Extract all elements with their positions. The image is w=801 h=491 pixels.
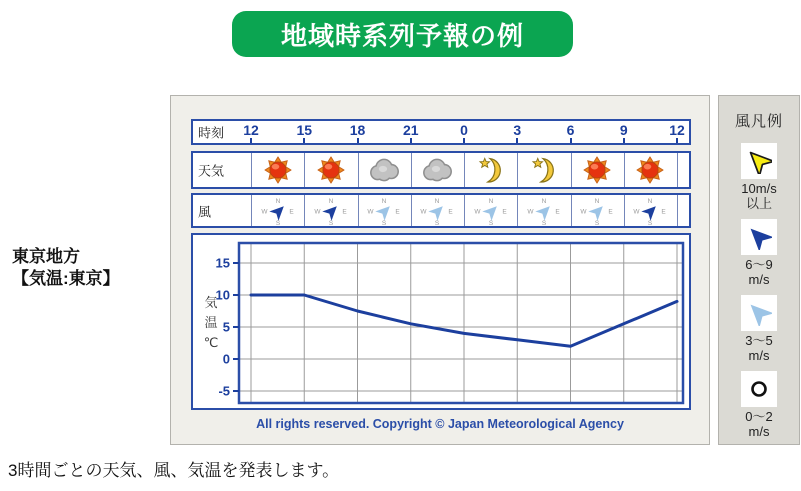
svg-text:W: W [527, 208, 534, 215]
wind-legend-item [741, 219, 777, 288]
svg-text:5: 5 [222, 319, 230, 335]
wind-legend-label: 6〜9 m/s [745, 256, 773, 287]
weather-cell-sunny [584, 157, 611, 184]
sunny-icon [637, 157, 664, 184]
weather-cell-sunny [264, 157, 291, 184]
wind-cell [314, 196, 348, 226]
weather-cell-cloudy [422, 158, 453, 182]
wind-cell [261, 196, 295, 226]
weather-cell-sunny [637, 157, 664, 184]
wind-arrow-light-icon [746, 300, 772, 326]
wind-legend-item [741, 295, 777, 364]
svg-text:S: S [541, 219, 547, 226]
cell-divider [411, 195, 412, 226]
svg-text:温: 温 [204, 315, 218, 330]
page-caption: 3時間ごとの天気、風、気温を発表します。 [8, 461, 340, 480]
region-name: 東京地方 [12, 247, 80, 266]
sunny-icon [264, 157, 291, 184]
svg-text:N: N [275, 197, 280, 205]
forecast-panel [170, 95, 710, 445]
time-tickmark [410, 138, 412, 143]
time-label: 15 [296, 122, 313, 138]
wind-legend-iconbox [741, 295, 777, 331]
cell-divider [358, 153, 359, 187]
time-row-label: 時刻 [198, 125, 225, 141]
wind-cell [367, 196, 401, 226]
time-label: 12 [243, 122, 259, 138]
cell-divider [677, 195, 678, 226]
cell-divider [358, 195, 359, 226]
time-label: 3 [513, 122, 522, 138]
svg-text:15: 15 [215, 255, 230, 271]
svg-text:E: E [661, 208, 667, 215]
svg-text:E: E [608, 208, 613, 215]
region-chart-subject: 【気温:東京】 [12, 269, 120, 289]
weather-cell-cloudy [369, 158, 400, 182]
svg-text:N: N [381, 197, 387, 205]
time-tickmark [570, 138, 572, 143]
cell-divider [411, 153, 412, 187]
cell-divider [677, 153, 678, 187]
svg-text:0: 0 [222, 351, 230, 367]
weather-row [191, 151, 691, 189]
wind-direction-icon [261, 196, 295, 226]
cell-divider [304, 153, 305, 187]
svg-text:気: 気 [204, 295, 218, 310]
svg-text:S: S [328, 219, 334, 226]
cell-divider [624, 153, 625, 187]
sunny-icon [584, 157, 611, 184]
wind-row-label: 風 [198, 204, 212, 219]
svg-text:E: E [395, 208, 400, 215]
svg-text:N: N [435, 197, 440, 205]
time-tickmark [303, 138, 305, 143]
time-label: 21 [402, 122, 419, 138]
clear-night-icon [477, 157, 504, 184]
weather-cell-sunny [317, 157, 344, 184]
time-label: 12 [669, 122, 685, 138]
svg-text:10: 10 [215, 287, 230, 303]
wind-direction-icon [420, 196, 454, 226]
region-label [12, 246, 120, 290]
time-tickmark [357, 138, 359, 143]
cell-divider [464, 195, 465, 226]
svg-text:S: S [594, 219, 600, 226]
svg-text:S: S [381, 219, 387, 226]
svg-text:W: W [474, 208, 481, 215]
svg-text:N: N [541, 197, 547, 205]
weather-row-label: 天気 [198, 163, 225, 179]
sunny-icon [317, 157, 344, 184]
wind-legend-item [741, 371, 777, 440]
wind-cell [420, 196, 454, 226]
page-title: 地域時系列予報の例 [280, 20, 524, 51]
copyright-notice: All rights reserved. Copyright © Japan Meteorological Agency [256, 417, 624, 431]
wind-cell [580, 196, 614, 226]
wind-cell [633, 196, 667, 226]
svg-text:W: W [261, 208, 268, 215]
svg-text:E: E [342, 208, 347, 215]
time-tickmark [250, 138, 252, 143]
svg-text:-5: -5 [218, 383, 230, 399]
page-title-banner [232, 11, 573, 57]
svg-text:N: N [488, 197, 493, 205]
svg-text:S: S [275, 219, 280, 226]
wind-direction-icon [580, 196, 614, 226]
time-tickmark [516, 138, 518, 143]
wind-cell [474, 196, 508, 226]
wind-direction-icon [527, 196, 561, 226]
time-label: 9 [619, 122, 628, 138]
svg-text:E: E [501, 208, 507, 215]
cell-divider [251, 195, 252, 226]
wind-arrow-strong-icon [746, 148, 772, 174]
wind-row [191, 193, 691, 228]
wind-direction-icon [633, 196, 667, 226]
svg-text:S: S [648, 219, 653, 226]
svg-text:S: S [488, 219, 493, 226]
wind-legend-label: 0〜2 m/s [745, 408, 773, 439]
svg-text:E: E [448, 208, 454, 215]
svg-text:N: N [648, 197, 653, 205]
wind-direction-icon [474, 196, 508, 226]
cell-divider [517, 195, 518, 226]
time-tickmark [623, 138, 625, 143]
wind-direction-icon [367, 196, 401, 226]
svg-text:N: N [594, 197, 600, 205]
time-row [191, 119, 691, 145]
wind-legend-label: 3〜5 m/s [745, 332, 773, 363]
wind-direction-icon [314, 196, 348, 226]
svg-text:W: W [367, 208, 374, 215]
time-label: 6 [566, 122, 575, 138]
time-label: 18 [349, 122, 366, 138]
wind-legend-panel [718, 95, 800, 445]
cell-divider [624, 195, 625, 226]
svg-text:N: N [328, 197, 334, 205]
weather-cell-clear-night [530, 157, 557, 184]
time-tickmark [676, 138, 678, 143]
cloudy-icon [369, 158, 400, 182]
weather-cell-clear-night [477, 157, 504, 184]
svg-text:E: E [555, 208, 560, 215]
cell-divider [251, 153, 252, 187]
wind-legend-iconbox [741, 143, 777, 179]
svg-text:W: W [420, 208, 427, 215]
clear-night-icon [530, 157, 557, 184]
cell-divider [571, 153, 572, 187]
wind-legend-iconbox [741, 371, 777, 407]
svg-text:S: S [435, 219, 440, 226]
time-label: 0 [460, 122, 468, 138]
wind-calm-circle-icon [747, 377, 771, 401]
time-tickmark [463, 138, 465, 143]
svg-text:W: W [580, 208, 587, 215]
wind-cell [527, 196, 561, 226]
svg-text:W: W [314, 208, 321, 215]
wind-legend-label: 10m/s 以上 [741, 181, 777, 211]
wind-legend-iconbox [741, 219, 777, 255]
cloudy-icon [422, 158, 453, 182]
cell-divider [517, 153, 518, 187]
wind-arrow-dark-icon [746, 224, 772, 250]
svg-text:℃: ℃ [203, 335, 219, 350]
temperature-chart [191, 233, 691, 410]
cell-divider [304, 195, 305, 226]
wind-legend-item [741, 143, 777, 212]
svg-text:W: W [633, 208, 640, 215]
cell-divider [464, 153, 465, 187]
cell-divider [571, 195, 572, 226]
wind-legend-items [741, 143, 777, 447]
wind-legend-title: 風凡例 [734, 113, 783, 130]
svg-text:E: E [288, 208, 294, 215]
